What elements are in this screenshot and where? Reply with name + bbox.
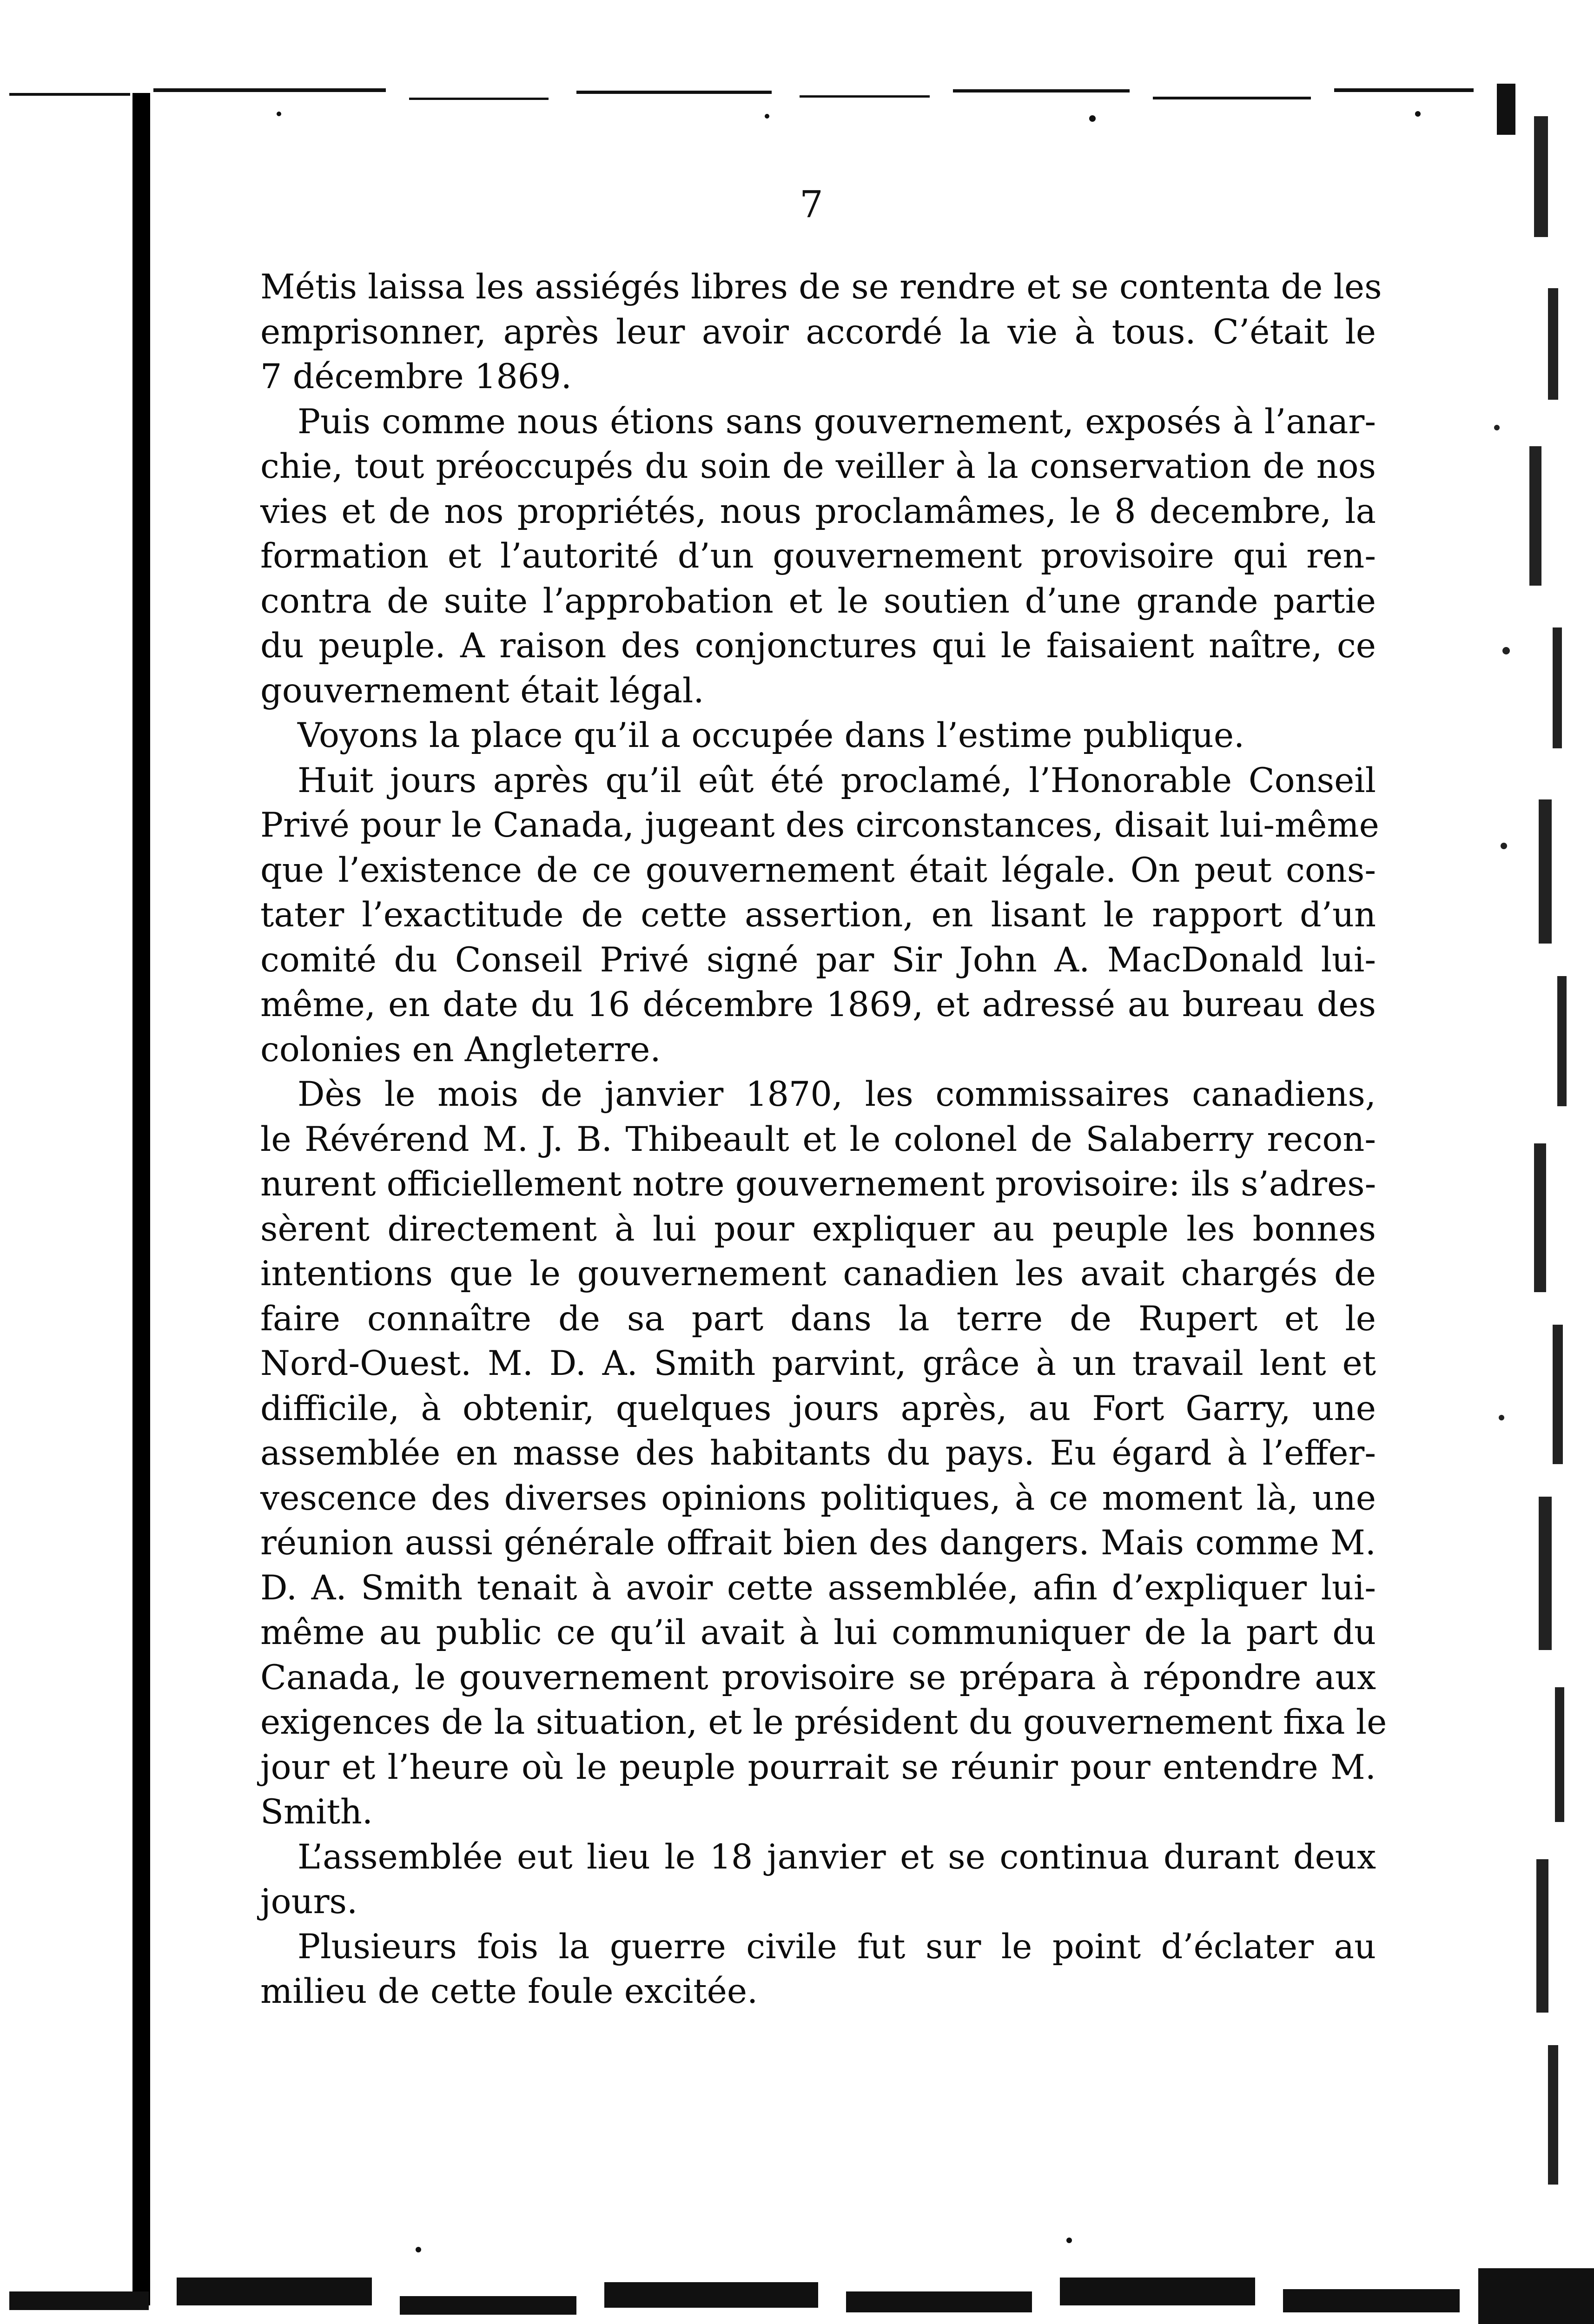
text-line: nurent officiellement notre gouvernement provisoire: ils s’adres- [260, 1164, 1376, 1204]
text-line: contra de suite l’approbation et le soutien d’une grande partie [260, 581, 1376, 621]
text-line: formation et l’autorité d’un gouvernement provisoire qui ren- [260, 536, 1376, 576]
text-line: jours. [260, 1882, 358, 1921]
text-line: même au public ce qu’il avait à lui communiquer de la part du [260, 1613, 1376, 1652]
text-line: 7 décembre 1869. [260, 357, 572, 396]
text-line: gouvernement était légal. [260, 671, 704, 711]
text-line: Plusieurs fois la guerre civile fut sur le point d’éclater au [298, 1927, 1376, 1967]
scan-noise-right [1478, 93, 1594, 2324]
text-line: vies et de nos propriétés, nous proclamâmes, le 8 decembre, la [260, 491, 1376, 531]
text-line: Dès le mois de janvier 1870, les commissaires canadiens, [298, 1075, 1376, 1114]
text-line: Canada, le gouvernement provisoire se prépara à répondre aux [260, 1657, 1376, 1697]
text-line: milieu de cette foule excitée. [260, 1972, 758, 2011]
text-line: Voyons la place qu’il a occupée dans l’estime publique. [298, 716, 1245, 755]
text-line: Métis laissa les assiégés libres de se rendre et se contenta de les [260, 267, 1382, 307]
binding-edge [132, 93, 150, 2305]
text-line: que l’existence de ce gouvernement était légale. On peut cons- [260, 850, 1376, 890]
text-line: le Révérend M. J. B. Thibeault et le colonel de Salaberry recon- [260, 1119, 1376, 1159]
text-line: emprisonner, après leur avoir accordé la vie à tous. C’était le [260, 312, 1376, 352]
text-line: Huit jours après qu’il eût été proclamé, l’Honorable Conseil [298, 760, 1376, 800]
text-line: intentions que le gouvernement canadien les avait chargés de [260, 1254, 1376, 1294]
text-line: sèrent directement à lui pour expliquer au peuple les bonnes [260, 1209, 1376, 1249]
text-line: du peuple. A raison des conjonctures qui le faisaient naître, ce [260, 626, 1376, 666]
text-line: vescence des diverses opinions politiques, à ce moment là, une [260, 1478, 1376, 1518]
body-text [260, 265, 1387, 2014]
scan-noise-bottom [0, 2222, 1594, 2324]
text-line: exigences de la situation, et le président du gouvernement fixa le [260, 1703, 1387, 1742]
text-line: jour et l’heure où le peuple pourrait se réunir pour entendre M. [260, 1747, 1376, 1787]
text-line: colonies en Angleterre. [260, 1030, 661, 1070]
page-number: 7 [800, 183, 823, 226]
text-line: comité du Conseil Privé signé par Sir John A. MacDonald lui- [260, 940, 1376, 980]
scan-noise-top [0, 70, 1594, 135]
text-line: assemblée en masse des habitants du pays. Eu égard à l’effer- [260, 1433, 1376, 1473]
text-line: tater l’exactitude de cette assertion, en lisant le rapport d’un [260, 895, 1376, 935]
text-line: même, en date du 16 décembre 1869, et adressé au bureau des [260, 985, 1376, 1024]
text-line: Privé pour le Canada, jugeant des circonstances, disait lui-même [260, 805, 1379, 845]
text-line: L’assemblée eut lieu le 18 janvier et se continua durant deux [298, 1837, 1376, 1877]
text-line: Puis comme nous étions sans gouvernement, exposés à l’anar- [298, 402, 1376, 442]
text-line: D. A. Smith tenait à avoir cette assemblée, afin d’expliquer lui- [260, 1568, 1376, 1608]
text-line: Smith. [260, 1792, 373, 1832]
text-line: Nord-Ouest. M. D. A. Smith parvint, grâce à un travail lent et [260, 1344, 1376, 1383]
text-line: chie, tout préoccupés du soin de veiller à la conservation de nos [260, 447, 1376, 486]
text-line: difficile, à obtenir, quelques jours après, au Fort Garry, une [260, 1388, 1376, 1428]
text-line: réunion aussi générale offrait bien des dangers. Mais comme M. [260, 1523, 1376, 1563]
text-line: faire connaître de sa part dans la terre de Rupert et le [260, 1299, 1376, 1339]
